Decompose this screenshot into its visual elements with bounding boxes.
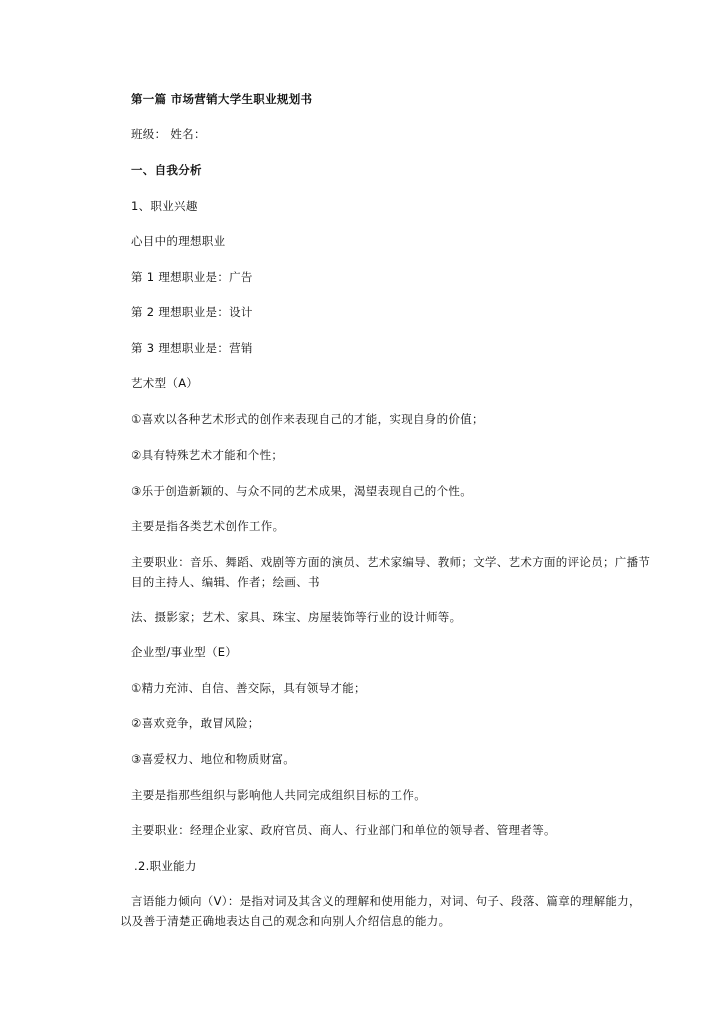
artistic-trait-1: ①喜欢以各种艺术形式的创作来表现自己的才能，实现自身的价值； — [131, 412, 484, 426]
enterprise-trait-2: ②喜欢竞争，敢冒风险； — [131, 716, 260, 730]
artistic-jobs-line-1: 主要职业：音乐、舞蹈、戏剧等方面的演员、艺术家编导、教师；文学、艺术方面的评论员；广播节 — [131, 555, 651, 569]
subsection-career-ability: .2.职业能力 — [134, 859, 197, 873]
section-self-analysis: 一、自我分析 — [131, 163, 202, 177]
artistic-type-heading: 艺术型（A） — [131, 376, 199, 390]
enterprise-trait-1: ①精力充沛、自信、善交际，具有领导才能； — [131, 681, 366, 695]
artistic-trait-3: ③乐于创造新颖的、与众不同的艺术成果，渴望表现自己的个性。 — [131, 484, 473, 498]
verbal-ability-line-2: 以及善于清楚正确地表达自己的观念和向别人介绍信息的能力。 — [120, 914, 451, 928]
enterprise-main-work: 主要是指那些组织与影响他人共同完成组织目标的工作。 — [131, 788, 426, 802]
artistic-jobs-line-2: 目的主持人、编辑、作者；绘画、书 — [131, 575, 320, 589]
verbal-ability-line-1: 言语能力倾向（V）：是指对词及其含义的理解和使用能力，对词、句子、段落、篇章的理解能力， — [131, 894, 641, 908]
document-title: 第一篇 市场营销大学生职业规划书 — [131, 92, 313, 106]
subsection-career-interest: 1、职业兴趣 — [131, 199, 198, 213]
ideal-career-2: 第 2 理想职业是：设计 — [131, 305, 253, 319]
artistic-jobs-line-3: 法、摄影家；艺术、家具、珠宝、房屋装饰等行业的设计师等。 — [131, 610, 462, 624]
class-name-line: 班级： 姓名： — [131, 127, 206, 141]
enterprise-jobs: 主要职业：经理企业家、政府官员、商人、行业部门和单位的领导者、管理者等。 — [131, 823, 556, 837]
ideal-career-3: 第 3 理想职业是：营销 — [131, 341, 253, 355]
artistic-trait-2: ②具有特殊艺术才能和个性； — [131, 448, 284, 462]
artistic-main-work: 主要是指各类艺术创作工作。 — [131, 519, 285, 533]
enterprise-type-heading: 企业型/事业型（E） — [131, 645, 238, 659]
enterprise-trait-3: ③喜爱权力、地位和物质财富。 — [131, 752, 296, 766]
ideal-career-heading: 心目中的理想职业 — [131, 234, 226, 248]
ideal-career-1: 第 1 理想职业是：广告 — [131, 270, 253, 284]
